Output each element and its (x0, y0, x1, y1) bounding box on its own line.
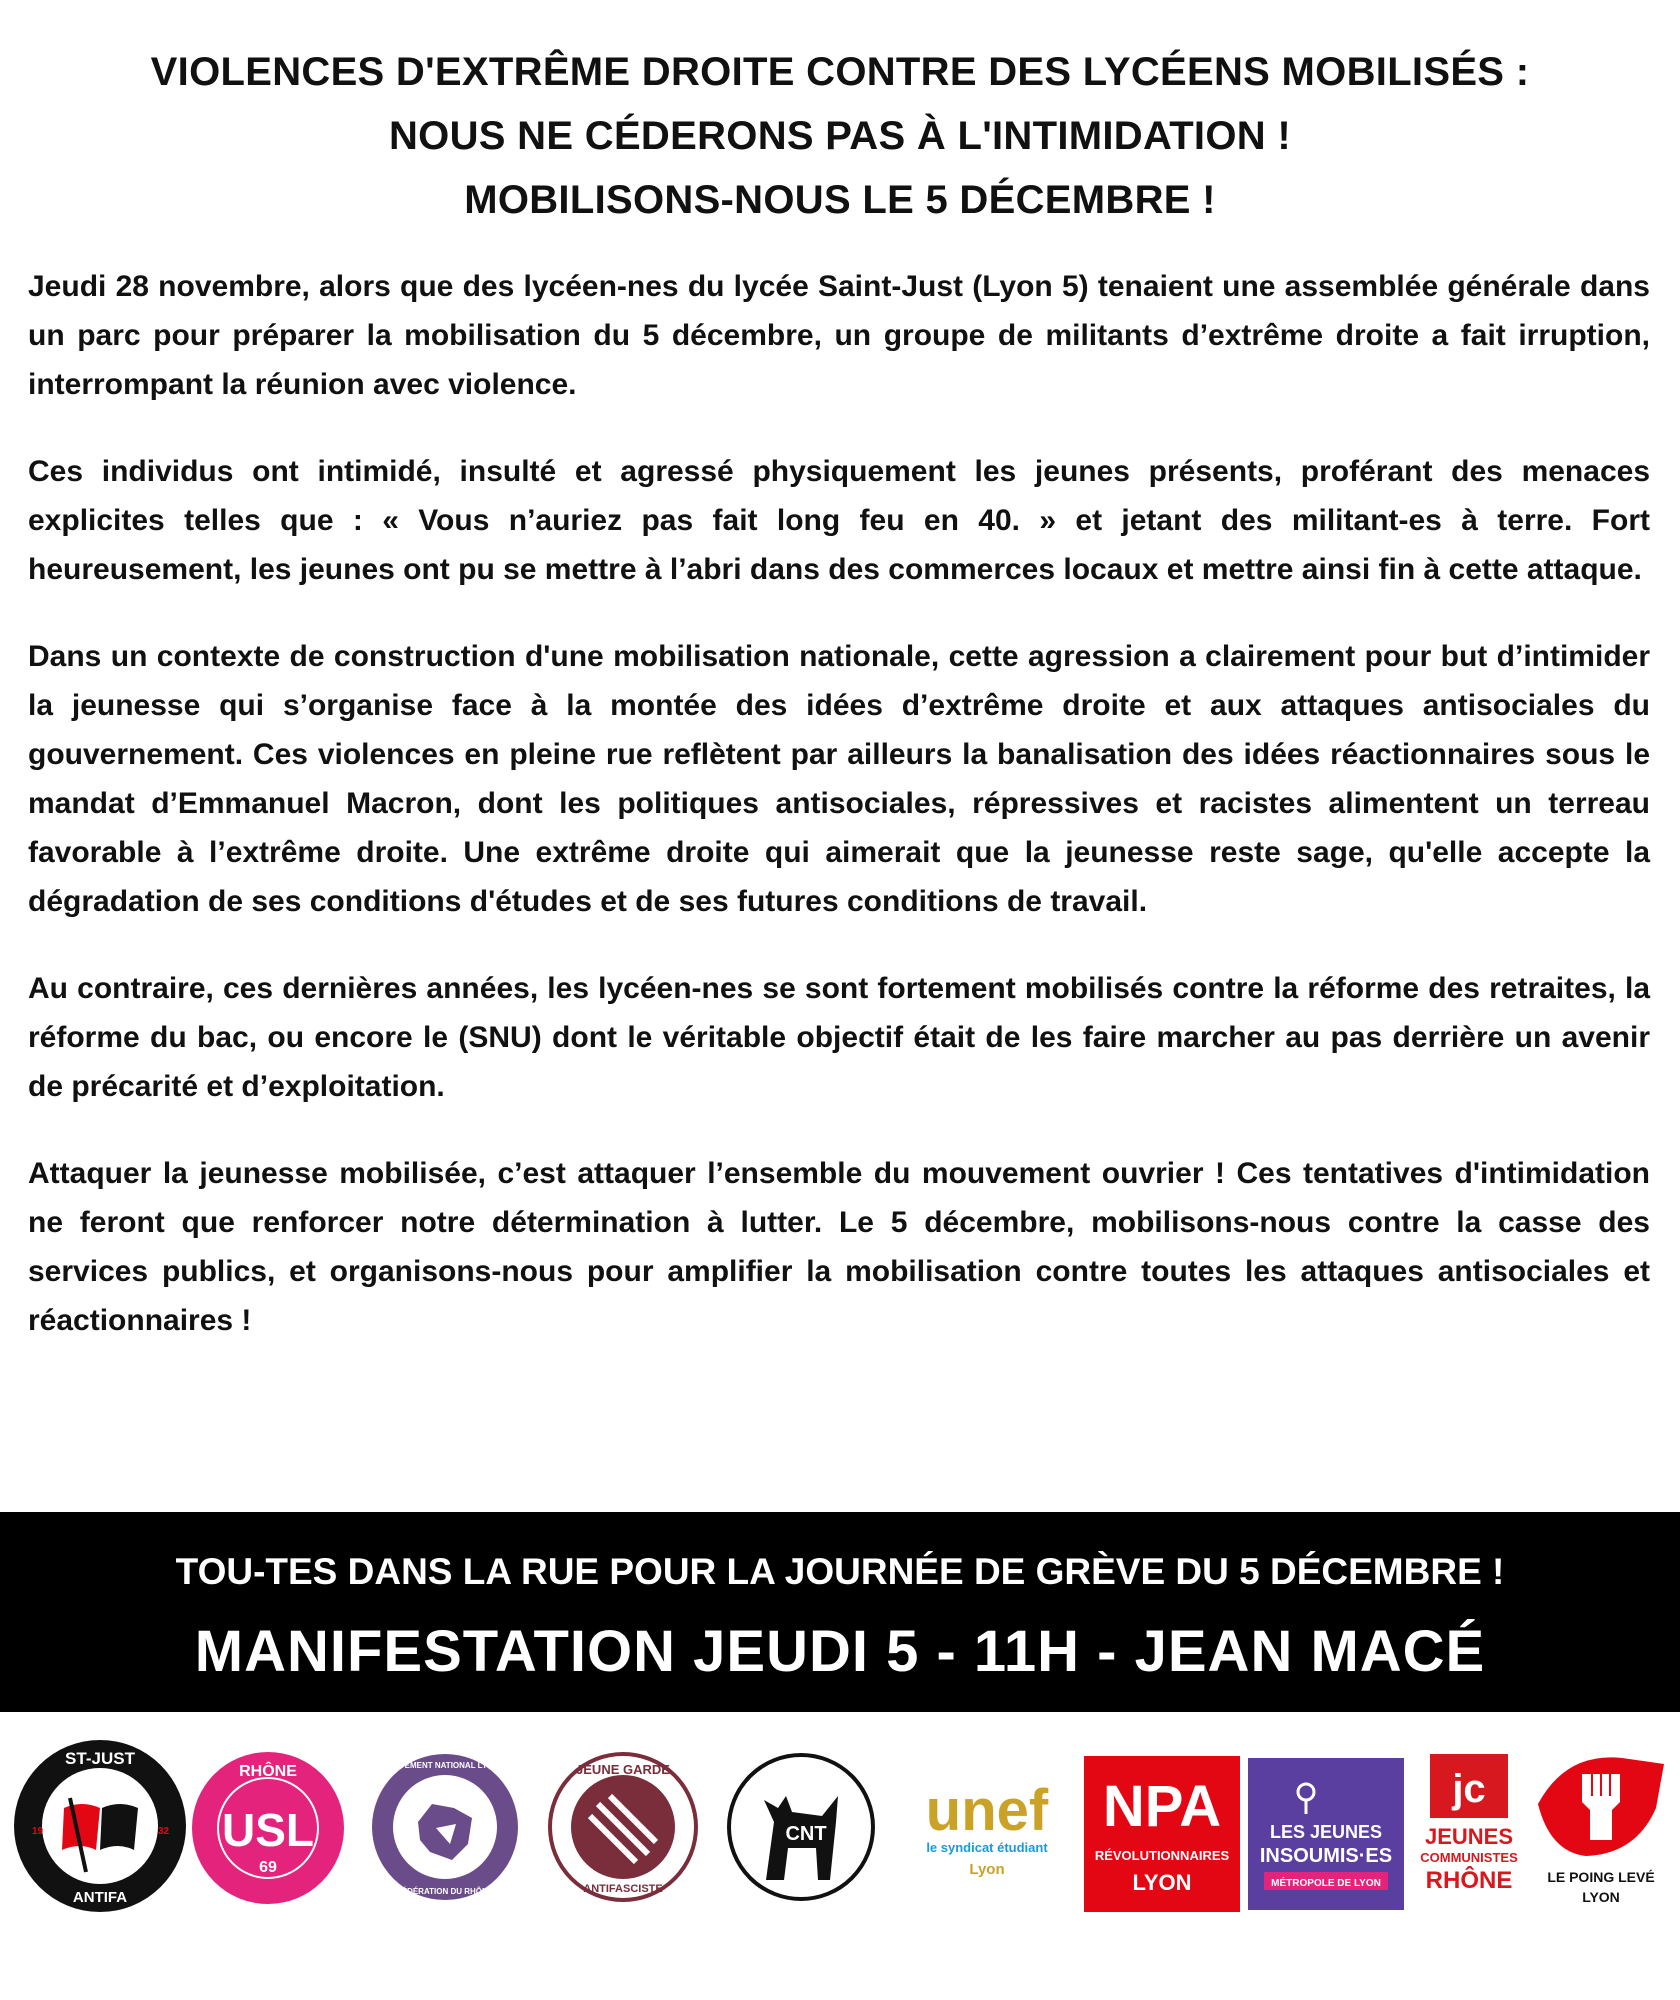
headline-line-3: MOBILISONS-NOUS LE 5 DÉCEMBRE ! (464, 178, 1216, 222)
npa-logo (1084, 1756, 1240, 1912)
paragraph: Attaquer la jeunesse mobilisée, c’est attaquer l’ensemble du mouvement ouvrier ! Ces tentatives d'intimidation ne feront que renforcer notre détermination à lutter. Le 5 décembre, mobilisons-nous contre la casse des services publics, et organisons-nous pour amplifier la mobilisation contre toutes les attaques antisociales et réactionnaires ! (28, 1157, 1650, 1337)
usl-rhone-text: RHÔNE (239, 1763, 297, 1780)
jga-top-text: JEUNE GARDE (576, 1762, 670, 1777)
mnl-ring-top-text: MOUVEMENT NATIONAL LYCÉEN (380, 1761, 510, 1770)
ji-line-1: LES JEUNES (1269, 1822, 1383, 1842)
stjust-left-number: 19 (32, 1826, 44, 1837)
jc-line-3: RHÔNE (1425, 1867, 1513, 1894)
mnl-logo (370, 1752, 520, 1902)
jc-line-2: COMMUNISTES (1420, 1850, 1518, 1865)
stjust-bottom-text: ANTIFA (72, 1889, 128, 1906)
article-body (28, 262, 1650, 1383)
usl-letters: USL (222, 1804, 314, 1856)
jc-mark: jc (1452, 1767, 1486, 1811)
stjust-antifa-logo (12, 1738, 188, 1914)
headline (0, 40, 1680, 232)
banner-demonstration-info: MANIFESTATION JEUDI 5 - 11H - JEAN MACÉ (194, 1619, 1486, 1684)
ji-line-2: INSOUMIS·ES (1259, 1845, 1393, 1867)
jeunes-communistes-logo (1414, 1754, 1524, 1904)
call-to-action-banner (0, 1512, 1680, 1712)
npa-wordmark: NPA (1102, 1774, 1222, 1839)
paragraph: Jeudi 28 novembre, alors que des lycéen-nes du lycée Saint-Just (Lyon 5) tenaient une assemblée générale dans un parc pour préparer la mobilisation du 5 décembre, un groupe de militants d’extrême droite a fait irruption, interrompant la réunion avec violence. (28, 270, 1650, 401)
jga-bottom-text: ANTIFASCISTE (583, 1883, 663, 1895)
poing-leve-logo (1526, 1744, 1676, 1914)
banner-strike-call: TOU-TES DANS LA RUE POUR LA JOURNÉE DE GRÈVE DU 5 DÉCEMBRE ! (175, 1551, 1505, 1592)
unef-wordmark: unef (925, 1778, 1049, 1843)
mnl-ring-bottom-text: FÉDÉRATION DU RHÔNE (396, 1887, 494, 1896)
stjust-right-number: 32 (158, 1826, 170, 1837)
paragraph: Dans un contexte de construction d'une mobilisation nationale, cette agression a clairement pour but d’intimider la jeunesse qui s’organise face à la montée des idées d’extrême droite et aux attaques antisociales du gouvernement. Ces violences en pleine rue reflètent par ailleurs la banalisation des idées réactionnaires sous le mandat d’Emmanuel Macron, dont les politiques antisociales, répressives et racistes alimentent un terreau favorable à l’extrême droite. Une extrême droite qui aimerait que la jeunesse reste sage, qu'elle accepte la dégradation de ses conditions d'études et de ses futures conditions de travail. (28, 640, 1650, 918)
jeunes-insoumis-logo (1248, 1758, 1404, 1910)
npa-subtitle: RÉVOLUTIONNAIRES (1094, 1848, 1230, 1863)
usl-rhone-logo (190, 1750, 346, 1906)
jeune-garde-logo (548, 1752, 698, 1902)
npa-city: LYON (1132, 1870, 1192, 1895)
paragraph: Ces individus ont intimidé, insulté et agressé physiquement les jeunes présents, proférant des menaces explicites telles que : « Vous n’auriez pas fait long feu en 40. » et jetant des militant-es à terre. Fort heureusement, les jeunes ont pu se mettre à l’abri dans des commerces locaux et mettre ainsi fin à cette attaque. (28, 455, 1650, 586)
cnt-logo (726, 1752, 876, 1902)
unef-tagline: le syndicat étudiant (926, 1840, 1048, 1855)
headline-line-2: NOUS NE CÉDERONS PAS À L'INTIMIDATION ! (389, 114, 1291, 158)
poing-line-2: LYON (1582, 1889, 1620, 1905)
cnt-text: CNT (785, 1823, 827, 1845)
stjust-top-text: ST-JUST (65, 1749, 135, 1768)
headline-line-1: VIOLENCES D'EXTRÊME DROITE CONTRE DES LYCÉENS MOBILISÉS : (150, 50, 1530, 94)
unef-city: Lyon (969, 1861, 1005, 1878)
unef-lyon-logo (895, 1770, 1079, 1890)
ji-line-3: MÉTROPOLE DE LYON (1271, 1878, 1381, 1889)
poing-line-1: LE POING LEVÉ (1547, 1869, 1655, 1885)
jc-line-1: JEUNES (1424, 1824, 1514, 1849)
usl-number: 69 (259, 1859, 277, 1876)
signatory-logos (0, 1730, 1680, 1930)
paragraph: Au contraire, ces dernières années, les lycéen-nes se sont fortement mobilisés contre la réforme des retraites, la réforme du bac, ou encore le (SNU) dont le véritable objectif était de les faire marcher au pas derrière un avenir de précarité et d’exploitation. (28, 972, 1650, 1103)
